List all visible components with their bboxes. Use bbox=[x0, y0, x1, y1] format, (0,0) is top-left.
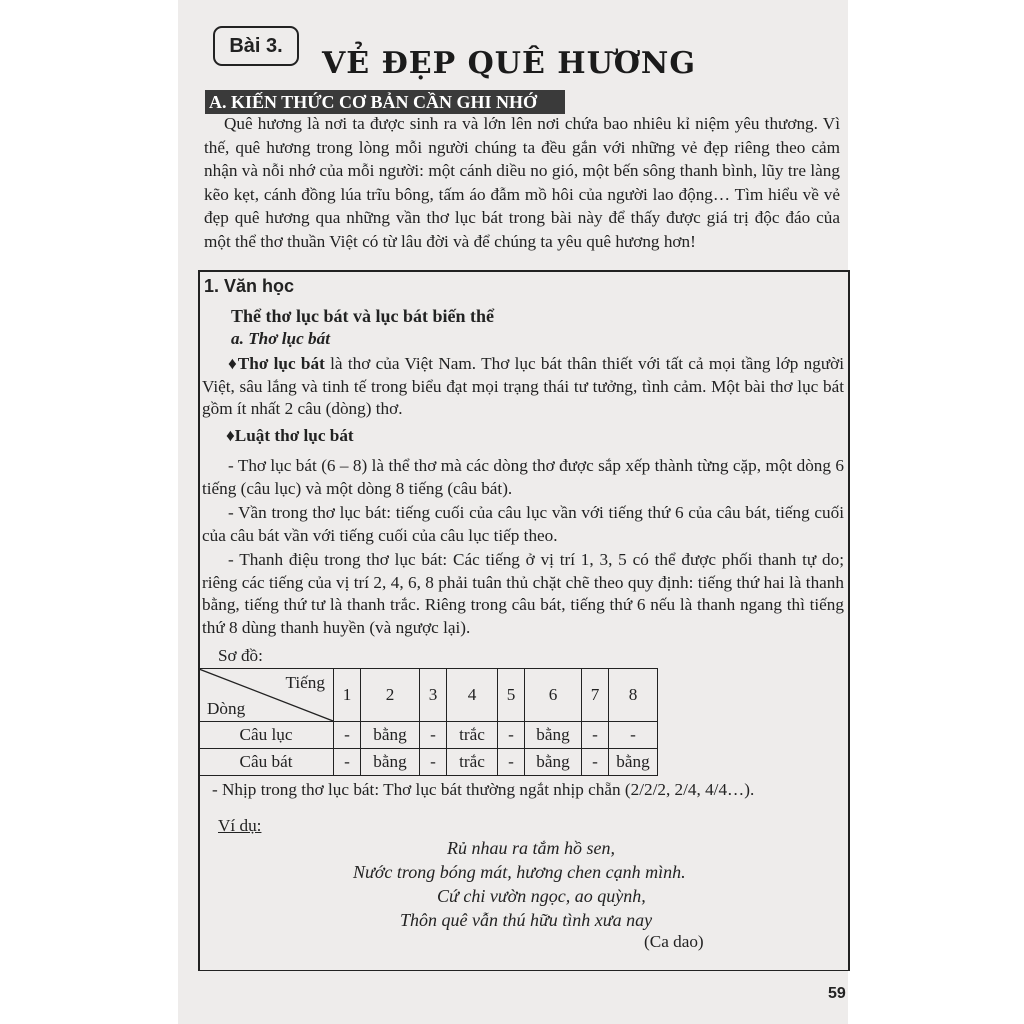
column-header: 3 bbox=[420, 669, 447, 722]
poem-line: Thôn quê vẫn thú hữu tình xưa nay bbox=[400, 910, 653, 930]
table-cell: - bbox=[498, 749, 525, 776]
page-number: 59 bbox=[828, 985, 846, 1002]
poem-source: (Ca dao) bbox=[644, 932, 704, 951]
poem-line: Nước trong bóng mát, hương chen cạnh mình. bbox=[353, 862, 686, 882]
table-cell: trắc bbox=[447, 722, 498, 749]
diagram-label: Sơ đồ: bbox=[218, 646, 263, 665]
column-header: 2 bbox=[361, 669, 420, 722]
background-right bbox=[848, 0, 1024, 1024]
poem-line: Rủ nhau ra tắm hồ sen, bbox=[447, 838, 615, 858]
subsection-a: a. Thơ lục bát bbox=[231, 329, 330, 348]
rule-1-text: - Thơ lục bát (6 – 8) là thể thơ mà các dòng thơ được sắp xếp thành từng cặp, một dòng 6 tiếng (câu lục) và một dòng 8 tiếng (câu bát). bbox=[202, 456, 844, 498]
table-cell: bằng bbox=[525, 749, 582, 776]
section-a-heading: A. KIẾN THỨC CƠ BẢN CẦN GHI NHỚ bbox=[205, 90, 565, 114]
rule-2-text: - Vần trong thơ lục bát: tiếng cuối của câu lục vần với tiếng thứ 6 của câu bát, tiếng cuối của câu bát vần với tiếng cuối của câu lục tiếp theo. bbox=[202, 503, 844, 545]
corner-bottom-label: Dòng bbox=[207, 699, 246, 718]
column-header: 8 bbox=[609, 669, 658, 722]
table-header-row bbox=[199, 669, 658, 722]
table-cell: - bbox=[582, 749, 609, 776]
corner-top-label: Tiếng bbox=[285, 673, 325, 692]
table-cell: - bbox=[334, 749, 361, 776]
table-cell: - bbox=[609, 722, 658, 749]
column-header: 6 bbox=[525, 669, 582, 722]
table-row bbox=[199, 722, 658, 749]
table-cell: bằng bbox=[361, 722, 420, 749]
table-cell: bằng bbox=[609, 749, 658, 776]
row-label: Câu bát bbox=[199, 749, 334, 776]
rule-3 bbox=[202, 549, 844, 639]
rhythm-rule: - Nhịp trong thơ lục bát: Thơ lục bát thường ngắt nhịp chẵn (2/2/2, 2/4, 4/4…). bbox=[212, 780, 755, 799]
heading-literature: 1. Văn học bbox=[204, 276, 295, 296]
rule-1 bbox=[202, 455, 844, 500]
column-header: 5 bbox=[498, 669, 525, 722]
subheading: Thể thơ lục bát và lục bát biến thể bbox=[231, 306, 494, 326]
definition-text: là thơ của Việt Nam. Thơ lục bát thân thiết với tất cả mọi tầng lớp người Việt, sâu lắng và tinh tế trong biểu đạt mọi trạng thái tư tưởng, tình cảm. Một bài thơ lục bát gồm ít nhất 2 câu (dòng) thơ. bbox=[202, 354, 844, 418]
table-cell: - bbox=[420, 722, 447, 749]
table-corner-cell bbox=[199, 669, 334, 722]
rule-2 bbox=[202, 502, 844, 547]
rules-heading: ♦Luật thơ lục bát bbox=[226, 426, 354, 445]
table-cell: bằng bbox=[361, 749, 420, 776]
column-header: 4 bbox=[447, 669, 498, 722]
table-cell: trắc bbox=[447, 749, 498, 776]
tone-diagram-table bbox=[198, 668, 658, 776]
column-header: 7 bbox=[582, 669, 609, 722]
table-cell: - bbox=[334, 722, 361, 749]
lesson-label: Bài 3. bbox=[213, 26, 299, 66]
background-left bbox=[0, 0, 178, 1024]
poem-line: Cứ chi vườn ngọc, ao quỳnh, bbox=[437, 886, 646, 906]
intro-text: Quê hương là nơi ta được sinh ra và lớn lên nơi chứa bao nhiêu kỉ niệm yêu thương. Vì thế, quê hương trong lòng mỗi người chúng ta đều gắn với những vẻ đẹp riêng theo cảm nhận và nỗi nhớ của mỗi người: một cánh diều no gió, một bến sông thanh bình, lũy tre làng kẽo kẹt, cánh đồng lúa trĩu bông, tấm áo đẫm mồ hôi của người lao động… Tìm hiểu về vẻ đẹp quê hương qua những vần thơ lục bát trong bài này để thấy được giá trị độc đáo của một thể thơ thuần Việt có từ lâu đời và để chúng ta yêu quê hương hơn! bbox=[204, 114, 840, 251]
column-header: 1 bbox=[334, 669, 361, 722]
definition-paragraph bbox=[202, 353, 844, 421]
example-label: Ví dụ: bbox=[218, 816, 262, 835]
row-label: Câu lục bbox=[199, 722, 334, 749]
intro-paragraph bbox=[204, 112, 840, 253]
table-row bbox=[199, 749, 658, 776]
rule-3-text: - Thanh điệu trong thơ lục bát: Các tiếng ở vị trí 1, 3, 5 có thể được phối thanh tự do; riêng các tiếng của vị trí 2, 4, 6, 8 phải tuân thủ chặt chẽ theo quy định: tiếng thứ hai là thanh bằng, tiếng thứ tư là thanh trắc. Riêng trong câu bát, tiếng thứ 6 nếu là thanh ngang thì tiếng thứ 8 dùng thanh huyền (và ngược lại). bbox=[202, 550, 844, 637]
definition-term: ♦Thơ lục bát bbox=[228, 354, 325, 373]
table-cell: - bbox=[420, 749, 447, 776]
table-cell: bằng bbox=[525, 722, 582, 749]
table-cell: - bbox=[582, 722, 609, 749]
table-cell: - bbox=[498, 722, 525, 749]
page-title: VẺ ĐẸP QUÊ HƯƠNG bbox=[322, 46, 696, 81]
